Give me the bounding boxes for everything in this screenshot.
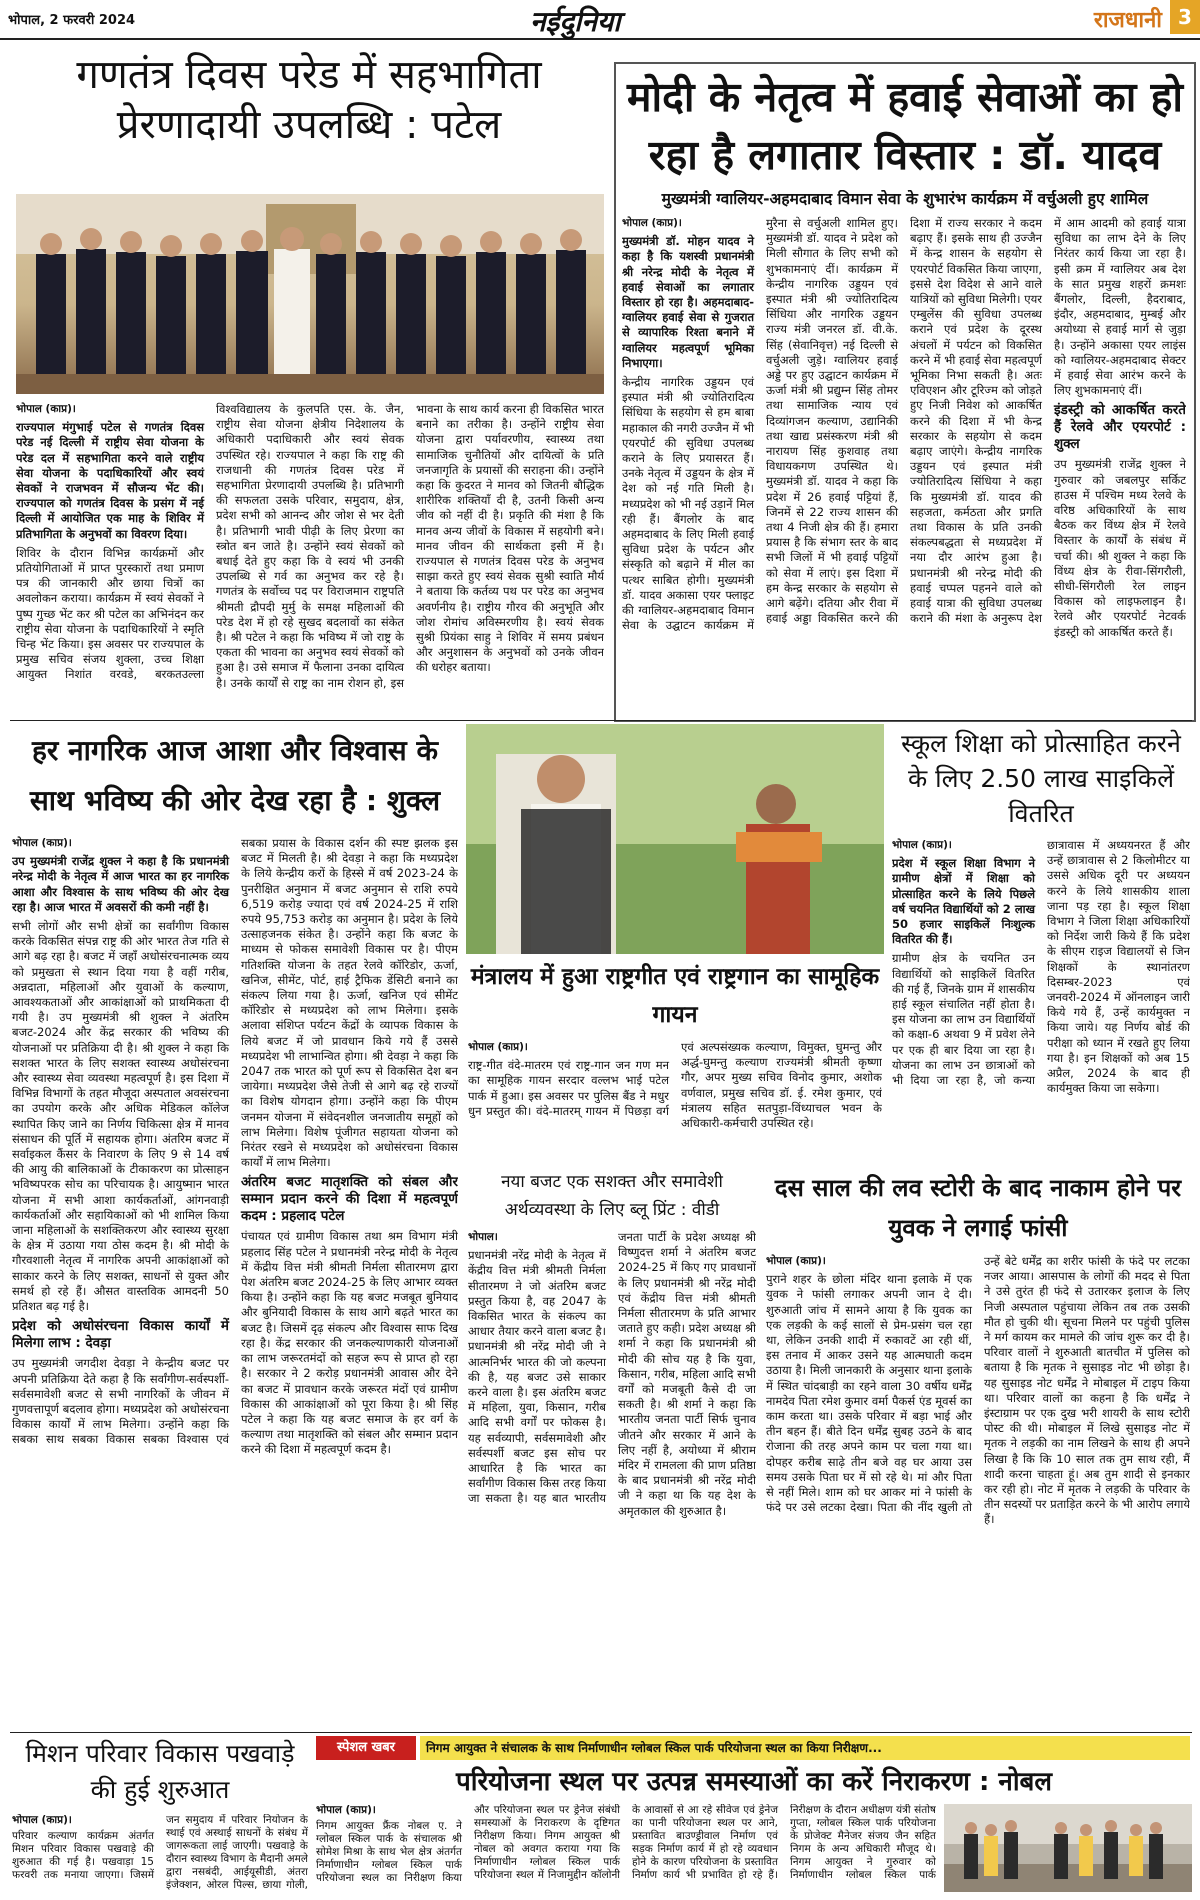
people-illustration bbox=[16, 194, 604, 394]
dateline: भोपाल (काप्र)। bbox=[892, 839, 952, 851]
lead-paragraph: मुख्यमंत्री डॉ. मोहन यादव ने कहा है कि यशस्वी प्रधानमंत्री श्री नरेन्द्र मोदी के नेतृत्व में हवाई सेवाओं का लगातार विस्तार हो रहा है। अहमदाबाद-ग्वालियर हवाई सेवा से गुजरात से व्यापारिक रिश्ता बनाने में ग्वालियर महत्वपूर्ण भूमिका निभाएगा। bbox=[622, 234, 754, 370]
body-text-devda: उप मुख्यमंत्री जगदीश देवड़ा ने केन्द्रीय बजट पर अपनी प्रतिक्रिया देते कहा है कि सर्वांगीण-सर्वस्पर्शी-सर्वसमावेशी बजट से सभी नागरिकों के जीवन में गुणवत्तापूर्ण बदलाव होगा। मध्यप्रदेश को अधोसंरचना विकास कार्यों में लाभ मिलेगा। उन्होंने कहा कि सबका साथ सबका विकास सबका विश्वास एवं सबका प्रयास के विकास दर्शन की स्पष्ट झलक इस बजट में मिलती है। श्री देवड़ा ने कहा कि मध्यप्रदेश के लिये केन्द्रीय करों के हिस्से में वर्ष 2023-24 के पुनरीक्षित अनुमान में बजट अनुमान से राशि रुपये 6,519 करोड़ ज्यादा एवं वर्ष 2024-25 में राशि रुपये 95,753 करोड़ का अनुमान है। प्रदेश के लिये उत्साहजनक संकेत है। उन्होंने कहा कि बजट के माध्यम से फोकस समावेशी विकास पर है। पीएम गतिशक्ति योजना के तहत रेलवे कॉरिडोर, ऊर्जा, खनिज, सीमेंट, पोर्ट, हाई ट्रैफिक डेंसिटी बनाने का संकल्प लिया गया है। ऊर्जा, खनिज एवं सीमेंट कॉरिडोर से मध्यप्रदेश को लाभ मिलेगा। इसके अलावा संशिप्त पर्यटन केंद्रों के व्यापक विकास के लिये बजट में जो प्रावधान किये गये हैं उससे मध्यप्रदेश भी लाभान्वित होगा। श्री देवड़ा ने कहा कि 2047 तक भारत को पूर्ण रूप से विकसित देश बन जायेगा। मध्यप्रदेश जैसे तेजी से आगे बढ़ रहे राज्यों का विशेष योगदान होगा। उन्होंने कहा कि पीएम जनमन योजना में संवेदनशील जनजातीय समूहों को लाभ मिलेगा। विशेष पूंजीगत सहायता योजना को निरंतर रखने से मध्यप्रदेश को अधोसंरचना विकास कार्यों में लाभ मिलेगा। bbox=[12, 836, 458, 1447]
lead-paragraph: उप मुख्यमंत्री राजेंद्र शुक्ल ने कहा है कि प्रधानमंत्री नरेन्द्र मोदी के नेतृत्व में आज भारत का हर नागरिक आशा और विश्वास के साथ भविष्य की ओर देख रहा है। आज भारत में अवसरों की कमी नहीं है। bbox=[12, 854, 229, 914]
masthead bbox=[0, 0, 1200, 40]
dateline: भोपाल (काप्र)। bbox=[622, 217, 682, 229]
site-inspection-photo bbox=[944, 1804, 1192, 1892]
divider bbox=[10, 1732, 1192, 1733]
headline: दस साल की लव स्टोरी के बाद नाकाम होने पर युवक ने लगाई फांसी bbox=[774, 1174, 1182, 1242]
inspection-illustration bbox=[944, 1804, 1192, 1892]
article-governor bbox=[10, 44, 608, 704]
body-text: राष्ट्र-गीत वंदे-मातरम एवं राष्ट्र-गान जन गण मन का सामूहिक गायन सरदार वल्लभ भाई पटेल पार्क में हुआ। इस अवसर पर पुलिस बैंड ने मधुर धुन प्रस्तुत की। वंदे-मातरम् गायन में पिछड़ा वर्ग एवं अल्पसंख्यक कल्याण, विमुक्त, घुमन्तु और अर्द्ध-घुमन्तु कल्याण राज्यमंत्री श्रीमती कृष्णा गौर, अपर मुख्य सचिव विनोद कुमार, अशोक वर्णवाल, प्रमुख सचिव डॉ. ई. रमेश कुमार, एवं मंत्रालय सहित सतपुड़ा-विंध्याचल भवन के अधिकारी-कर्मचारी उपस्थित रहे। bbox=[468, 1040, 882, 1131]
subheadline: मुख्यमंत्री ग्वालियर-अहमदाबाद विमान सेवा के शुभारंभ कार्यक्रम में वर्चुअली हुए शामिल bbox=[661, 190, 1149, 208]
subhead-patel: अंतरिम बजट मातृशक्ति को संबल और सम्मान प्रदान करने की दिशा में महत्वपूर्ण कदम : प्रहलाद पटेल bbox=[241, 1174, 458, 1225]
body-text-patel: पंचायत एवं ग्रामीण विकास तथा श्रम विभाग मंत्री प्रहलाद सिंह पटेल ने प्रधानमंत्री नरेन्द्र मोदी के नेतृत्व में केंद्रीय वित्त मंत्री श्रीमती निर्मला सीतारमण द्वारा पेश अंतरिम बजट 2024-25 के लिए आभार व्यक्त किया है। उन्होंने कहा कि यह बजट मजबूत बुनियाद और बुनियादी विकास के साथ आगे बढ़ते भारत का बजट है। जिसमें दृढ़ संकल्प और विश्वास साफ दिख रहा है। केंद्र सरकार की जनकल्याणकारी योजनाओं का लाभ जरूरतमंदों को सहज रूप से प्राप्त हो रहा है। सरकार ने 2 करोड़ प्रधानमंत्री आवास और देने का बजट में प्रावधान करके जरूरत मंदों एवं ग्रामीण विकास की आकांक्षाओं को पूरा किया है। श्री सिंह पटेल ने कहा कि यह बजट समाज के हर वर्ग के कल्याण तथा मातृशक्ति को संबल और सम्मान प्रदान करने की दिशा में महत्वपूर्ण कदम है। bbox=[241, 1229, 458, 1457]
article-cycles bbox=[890, 724, 1192, 1162]
subhead-railway: इंडस्ट्री को आकर्षित करते हैं रेलवे और एयरपोर्ट : शुक्ल bbox=[1054, 402, 1186, 453]
article-text bbox=[468, 1230, 756, 1726]
article-text bbox=[892, 838, 1190, 1160]
article-text bbox=[316, 1804, 936, 1892]
lead-paragraph: राज्यपाल मंगुभाई पटेल से गणतंत्र दिवस परेड नई दिल्ली में राष्ट्रीय सेवा योजना के परेड दल में सहभागिता करने वाले राष्ट्रीय सेवा योजना के पदाधिकारियों और स्वयं सेवकों ने राजभवन में सौजन्य भेंट की। राज्यपाल को गणतंत्र दिवस के प्रसंग में नई दिल्ली में आयोजित एक माह के शिविर में प्रतिभागिता के अनुभवों का विवरण दिया। bbox=[16, 420, 204, 541]
headline: गणतंत्र दिवस परेड में सहभागिता प्रेरणादायी उपलब्धि : पटेल bbox=[76, 52, 542, 148]
article-text bbox=[468, 1040, 882, 1160]
headline: परियोजना स्थल पर उत्पन्न समस्याओं का करें निराकरण : नोबल bbox=[455, 1767, 1053, 1797]
article-anthem bbox=[466, 956, 884, 1162]
body-text: प्रधानमंत्री नरेंद्र मोदी के नेतृत्व में केंद्रीय वित्त मंत्री श्रीमती निर्मला सीतारमण ने जो अंतरिम बजट प्रस्तुत किया है, वह 2047 के विकसित भारत के संकल्प का आधार तैयार करने वाला बजट है। प्रधानमंत्री श्री नरेंद्र मोदी जी ने आत्मनिर्भर भारत की जो कल्पना की है, यह बजट उसे साकार करने वाला है। इस अंतरिम बजट में महिला, युवा, किसान, गरीब आदि सभी वर्गों पर फोकस है। यह सर्वव्यापी, सर्वसमावेशी और सर्वस्पर्शी बजट इस सोच पर आधारित है कि भारत का सर्वांगीण विकास किस तरह किया जा सकता है। यह बात भारतीय जनता पार्टी के प्रदेश अध्यक्ष श्री विष्णुदत्त शर्मा ने अंतरिम बजट 2024-25 में किए गए प्रावधानों के लिए प्रधानमंत्री श्री नरेंद्र मोदी एवं केंद्रीय वित्त मंत्री श्रीमती निर्मला सीतारमण के प्रति आभार जताते हुए कही। प्रदेश अध्यक्ष श्री शर्मा ने कहा कि प्रधानमंत्री श्री मोदी की सोच यह है कि युवा, किसान, गरीब, महिला आदि सभी वर्गों को मजबूती कैसे दी जा सकती है। श्री शर्मा ने कहा कि भारतीय जनता पार्टी सिर्फ चुनाव जीतने और सरकार में आने के लिए नहीं है, अयोध्या में श्रीराम मंदिर में रामलला की प्राण प्रतिष्ठा के बाद प्रधानमंत्री श्री नरेंद्र मोदी जी ने कहा था कि यह देश के अमृतकाल की शुरुआत है। bbox=[468, 1230, 756, 1518]
issue-date: भोपाल, 2 फरवरी 2024 bbox=[8, 13, 136, 28]
dateline: भोपाल। bbox=[468, 1231, 498, 1243]
article-text bbox=[12, 836, 458, 1724]
headline: नया बजट एक सशक्त और समावेशी अर्थव्यवस्था के लिए ब्लू प्रिंट : वीडी bbox=[501, 1172, 723, 1220]
article-skill-park bbox=[316, 1736, 1192, 1892]
body-text: पुराने शहर के छोला मंदिर थाना इलाके में एक युवक ने फांसी लगाकर अपनी जान दे दी। शुरुआती जांच में सामने आया है कि युवक का एक लड़की के कई सालों से प्रेम-प्रसंग चल रहा था, लेकिन उनकी शादी में रुकावटें आ रही थीं, इस तनाव में आकर उसने यह आत्मघाती कदम उठाया है। मिली जानकारी के अनुसार थाना इलाके में स्थित चांदबाड़ी का रहने वाला 30 वर्षीय धर्मेंद्र नामदेव पिता रमेश कुमार वर्मा पैकर्स एंड मूवर्स का काम करता था। उसके परिवार में बड़ा भाई और तीन बहन हैं। बीते दिन धर्मेंद्र सुबह उठने के बाद रोजाना की तरह अपने काम पर चला गया था। दोपहर करीब साढ़े तीन बजे वह घर आया उस समय उसके पिता घर में सो रहे थे। मां और पिता से नहीं मिले। शाम को घर आकर मां ने फांसी के फंदे पर उसे लटका देखा। पिता की नींद खुली तो उन्हें बेटे धर्मेंद्र का शरीर फांसी के फंदे पर लटका नजर आया। आसपास के लोगों की मदद से पिता ने उसे तुरंत ही फंदे से उतारकर इलाज के लिए निजी अस्पताल पहुंचाया लेकिन तब तक उसकी मौत हो चुकी थी। सूचना मिलने पर पहुंची पुलिस ने मर्ग कायम कर मामले की जांच शुरू कर दी है। परिवार वालों ने शुरुआती बातचीत में पुलिस को बताया है कि मृतक ने सुसाइड नोट भी छोड़ा है। यह सुसाइड नोट धर्मेंद्र ने मोबाइल में टाइप किया था। परिवार वालों का कहना है कि धर्मेंद्र ने इंस्टाग्राम पर एक दुख भरी शायरी के साथ स्टोरी पोस्ट की थी। मोबाइल में लिखे सुसाइड नोट में मृतक ने लड़की का नाम लिखने के साथ ही अपने लिखा है कि कि 10 साल तक तुम साथ रही, मैं शादी करना चाहता हूं। अब तुम शादी से इनकार कर रही हो। नोट में मृतक ने लड़की के परिवार के तीन सदस्यों पर प्रताड़ित करने के भी आरोप लगाये हैं। bbox=[766, 1254, 1190, 1527]
article-text bbox=[622, 216, 1186, 712]
dateline: भोपाल (काप्र)। bbox=[16, 403, 76, 415]
ministry-photo bbox=[466, 724, 884, 954]
headline: स्कूल शिक्षा को प्रोत्साहित करने के लिए 2.50 लाख साइकिलें वितरित bbox=[901, 729, 1181, 828]
subhead-devda: प्रदेश को अधोसंरचना विकास कार्यों में मिलेगा लाभ : देवड़ा bbox=[12, 1318, 229, 1352]
article-cm-aviation bbox=[614, 62, 1196, 722]
dateline: भोपाल (काप्र)। bbox=[12, 837, 72, 849]
newspaper-logo: नईदुनिया bbox=[530, 5, 621, 38]
special-news-tag: स्पेशल खबर bbox=[316, 1736, 416, 1760]
body-text: सभी लोगों और सभी क्षेत्रों का सर्वांगीण विकास करके विकसित संपन्न राष्ट्र की ओर भारत तेज गति से आगे बढ़ रहा है। बजट में जहाँ अधोसंरचनात्मक व्यय को प्रमुखता से स्थान दिया गया है वहीं गरीब, अन्नदाता, महिलाओं और युवाओं के कल्याण, आवश्यकताओं और आकांक्षाओं को प्राथमिकता दी गयी है। उप मुख्यमंत्री श्री शुक्ल ने अंतरिम बजट-2024 और केंद्र सरकार की भविष्य की योजनाओं पर प्रतिक्रिया दी है। श्री शुक्ल ने कहा कि सशक्त भारत के लिए सशक्त स्वास्थ्य अधोसंरचना और स्वास्थ्य सेवा व्यवस्था महत्वपूर्ण है। इस दिशा में विभिन्न विभागों के तहत मौजूदा अस्पताल अवसंरचना का उपयोग करके और अधिक मेडिकल कॉलेज स्थापित किए जाने का निर्णय चिकित्सा क्षेत्र में मानव संसाधन की पूर्ति में सहायक होगा। अंतरिम बजट में सर्वाइकल कैंसर के निवारण के लिए 9 से 14 वर्ष की आयु की बालिकाओं के टीकाकरण का प्रोत्साहन भविष्यपरक सोच का परिचायक है। आयुष्मान भारत योजना में सभी आशा कार्यकर्ताओं, आंगनवाड़ी कार्यकर्ताओं और सहायिकाओं को भी शामिल किया जाना महिलाओं के सशक्तिकरण और स्वास्थ्य सुरक्षा के क्षेत्र में उठाया गया ठोस कदम है। श्री मोदी के गौरवशाली नेतृत्व में नागरिक अपनी आकांक्षाओं को साकार करने के लिए सशक्त, साधनों से युक्त और समर्थ हो रहे हैं। औसत वास्तविक आमदनी 50 प्रतिशत बढ़ गई है। bbox=[12, 919, 229, 1314]
dateline: भोपाल (काप्र)। bbox=[468, 1041, 528, 1053]
dateline: भोपाल (काप्र)। bbox=[12, 1814, 72, 1826]
headline: मोदी के नेतृत्व में हवाई सेवाओं का हो रहा है लगातार विस्तार : डॉ. यादव bbox=[626, 73, 1184, 179]
divider bbox=[10, 720, 1192, 721]
headline: मिशन परिवार विकास पखवाड़े की हुई शुरुआत bbox=[25, 1739, 295, 1804]
anthem-illustration bbox=[466, 724, 884, 954]
headline: मंत्रालय में हुआ राष्ट्रगीत एवं राष्ट्रगान का सामूहिक गायन bbox=[470, 964, 880, 1028]
article-text bbox=[12, 1814, 308, 1892]
dateline: भोपाल (काप्र)। bbox=[316, 1804, 376, 1816]
article-love-story bbox=[764, 1166, 1192, 1728]
article-budget-shukla bbox=[10, 724, 460, 1728]
section-name: राजधानी bbox=[1093, 8, 1162, 33]
body-text: परिवार कल्याण कार्यक्रम अंतर्गत मिशन परिवार विकास पखवाड़े की शुरुआत की गई है। पखवाड़ा 15 फरवरी तक मनाया जाएगा। जिसमें जन समुदाय में परिवार नियोजन के स्थाई एवं अस्थाई साधनों के संबंध में जागरूकता लाई जाएगी। पखवाड़े के दौरान स्वास्थ्य विभाग के मैदानी अमले द्वारा नसबंदी, आईयूसीडी, अंतरा इंजेक्शन, ओरल पिल्स, छाया गोली, bbox=[12, 1814, 308, 1891]
article-family-planning bbox=[10, 1736, 310, 1892]
lead-paragraph: प्रदेश में स्कूल शिक्षा विभाग ने ग्रामीण क्षेत्रों में शिक्षा को प्रोत्साहित करने के लिये पिछले वर्ष चयनित विद्यार्थियों को 2 लाख 50 हजार साइकिलें निःशुल्क वितरित की हैं। bbox=[892, 856, 1035, 947]
body-text: निगम आयुक्त फ्रैंक नोबल ए. ने ग्लोबल स्किल पार्क के संचालक श्री सोमेश मिश्रा के साथ भेल क्षेत्र अंतर्गत निर्माणाधीन ग्लोबल स्किल पार्क परियोजना स्थल का निरीक्षण किया और परियोजना स्थल पर ड्रेनेज संबंधी समस्याओं के निराकरण के दृष्टिगत निरीक्षण किया। निगम आयुक्त श्री नोबल को अवगत कराया गया कि निर्माणाधीन ग्लोबल स्किल पार्क परियोजना स्थल में निजामुद्दीन कॉलोनी के आवासों से आ रहे सीवेज एवं ड्रेनेज का पानी परियोजना स्थल पर आने, प्रस्तावित बाउण्ड्रीवाल निर्माण एवं सड़क निर्माण कार्य में हो रहे व्यवधान होने के कारण परियोजना के प्रस्तावित निर्माण कार्य भी प्रभावित हो रहे हैं। निरीक्षण के दौरान अधीक्षण यंत्री संतोष गुप्ता, ग्लोबल स्किल पार्क परियोजना के प्रोजेक्ट मैनेजर संजय जैन सहित निगम के अन्य अधिकारी मौजूद थे। निगम आयुक्त ने गुरुवार को निर्माणाधीन ग्लोबल स्किल पार्क bbox=[316, 1804, 936, 1884]
body-text: केन्द्रीय नागरिक उड्डयन एवं इस्पात मंत्री श्री ज्योतिरादित्य सिंधिया के सहयोग से हम बाबा महाकाल की नगरी उज्जैन में भी एयरपोर्ट की सुविधा उपलब्ध कराने के लिए प्रयासरत हैं। उनके नेतृत्व में उड्डयन के क्षेत्र में देश को नई गति मिली है। मध्यप्रदेश को भी नई उड़ानें मिल रही हैं। बैंगलोर के बाद अहमदाबाद के लिए मिली हवाई सुविधा प्रदेश के पर्यटन और संस्कृति को बढ़ाने में मील का पत्थर साबित होगी। मुख्यमंत्री डॉ. यादव अकासा एयर फ्लाइट की ग्वालियर-अहमदाबाद विमान सेवा के उद्घाटन कार्यक्रम में मुरैना से वर्चुअली शामिल हुए। मुख्यमंत्री डॉ. यादव ने प्रदेश को मिली सौगात के लिए सभी को शुभकामनाएं दीं। कार्यक्रम में केन्द्रीय नागरिक उड्डयन एवं इस्पात मंत्री श्री ज्योतिरादित्य सिंधिया और नागरिक उड्डयन राज्य मंत्री जनरल डॉ. वी.के. सिंह (सेवानिवृत्त) नई दिल्ली से वर्चुअली जुड़े। ग्वालियर हवाई अड्डे पर हुए उद्घाटन कार्यक्रम में ऊर्जा मंत्री श्री प्रद्युम्न सिंह तोमर तथा सामाजिक न्याय एवं दिव्यांगजन कल्याण, उद्यानिकी तथा खाद्य प्रसंस्करण मंत्री श्री नारायण सिंह कुशवाह तथा विधायकगण उपस्थित थे। मुख्यमंत्री डॉ. यादव ने कहा कि प्रदेश में 26 हवाई पट्टियां हैं, जिनमें से 22 राज्य शासन की तथा 4 निजी क्षेत्र की हैं। हमारा प्रयास है कि संभाग स्तर के बाद सभी जिलों में भी हवाई पट्टियों को सेवा में लाएं। इस दिशा में हम केन्द्र सरकार के सहयोग से आगे बढ़ेंगे। दतिया और रीवा में हवाई अड्डा विकसित करने की दिशा में राज्य सरकार ने कदम बढ़ाए हैं। इसके साथ ही उज्जैन में केन्द्र शासन के सहयोग से एयरपोर्ट विकसित किया जाएगा, इससे देश विदेश से आने वाले यात्रियों को सुविधा मिलेगी। एयर एम्बुलेंस की सुविधा उपलब्ध कराने एवं प्रदेश के दूरस्थ अंचलों में पर्यटन को विकसित करने में भी हवाई सेवा महत्वपूर्ण भूमिका निभा सकती है। अतः एविएशन और टूरिज्म को जोड़ते हुए निजी निवेश को आकर्षित करने की दिशा में भी केन्द्र सरकार के सहयोग से कदम बढ़ाए जाएंगे। केन्द्रीय नागरिक उड्डयन एवं इस्पात मंत्री ज्योतिरादित्य सिंधिया ने कहा कि मुख्यमंत्री डॉ. यादव की सहजता, कर्मठता और प्रगति तथा विकास के प्रति उनकी संकल्पबद्धता से मध्यप्रदेश में नया दौर आरंभ हुआ है। प्रधानमंत्री श्री नरेन्द्र मोदी की हवाई चप्पल पहनने वाले को हवाई यात्रा की सुविधा उपलब्ध कराने की मंशा के अनुरूप देश में आम आदमी को हवाई यात्रा सुविधा का लाभ देने के लिए निरंतर कार्य किया जा रहा है। इसी क्रम में ग्वालियर अब देश के सात प्रमुख शहरों क्रमशः बैंगलोर, दिल्ली, हैदराबाद, इंदौर, अहमदाबाद, मुम्बई और अयोध्या से हवाई मार्ग से जुड़ा है। उन्होंने अकासा एयर लाइंस को ग्वालियर-अहमदाबाद सेक्टर में हवाई सेवा आरंभ करने के लिए शुभकामनाएं दीं। bbox=[622, 216, 1186, 633]
article-text bbox=[16, 402, 604, 702]
headline: हर नागरिक आज आशा और विश्वास के साथ भविष्य की ओर देख रहा है : शुक्ल bbox=[29, 734, 441, 817]
article-vd-budget bbox=[466, 1166, 758, 1728]
page-number: 3 bbox=[1170, 0, 1200, 34]
kicker-line: निगम आयुक्त ने संचालक के साथ निर्माणाधीन ग्लोबल स्किल पार्क परियोजना स्थल का किया निरीक्षण... bbox=[420, 1736, 1190, 1760]
article-text bbox=[766, 1254, 1190, 1726]
body-text-railway: उप मुख्यमंत्री राजेंद्र शुक्ल ने गुरुवार को जबलपुर सर्किट हाउस में पश्चिम मध्य रेलवे के वरिष्ठ अधिकारियों के साथ बैठक कर विंध्य क्षेत्र में रेलवे विस्तार के कार्यों के संबंध में चर्चा की। श्री शुक्ल ने कहा कि विंध्य क्षेत्र के रीवा-सिंगरौली, सीधी-सिंगरौली रेल लाइन विकास को लाइफलाइन है। रेलवे और एयरपोर्ट नेटवर्क इंडस्ट्री को आकर्षित करते हैं। bbox=[1054, 457, 1186, 639]
group-photo bbox=[16, 194, 604, 394]
dateline: भोपाल (काप्र)। bbox=[766, 1255, 826, 1267]
body-text: शिविर के दौरान विभिन्न कार्यक्रमों और प्रतियोगिताओं में प्राप्त पुरस्कारों तथा प्रमाण पत्र की जानकारी और छाया चित्रों का अवलोकन कराया। कार्यक्रम में स्वयं सेवकों ने पुष्प गुच्छ भेंट कर श्री पटेल का अभिनंदन कर राष्ट्रीय सेवा योजना के पदाधिकारियों ने स्मृति चिन्ह भेंट किया। इस अवसर पर राज्यपाल के प्रमुख सचिव संजय शुक्ला, उच्च शिक्षा आयुक्त निशांत वरवडे, बरकतउल्ला विश्वविद्यालय के कुलपति एस. के. जैन, राष्ट्रीय सेवा योजना क्षेत्रीय निदेशालय के अधिकारी पदाधिकारी और स्वयं सेवक उपस्थित रहे। राज्यपाल ने कहा कि राष्ट्र की राजधानी की गणतंत्र दिवस परेड में सहभागिता प्रेरणादायी उपलब्धि है। प्रतिभागी की सफलता उसके परिवार, समुदाय, क्षेत्र, प्रदेश सभी को आनन्द और जोश से भर देती है। प्रतिभागी भावी पीढ़ी के लिए प्रेरणा का स्त्रोत बन जाते है। उन्होंने स्वयं सेवकों को बधाई देते हुए कहा कि वे स्वयं भी उनकी उपलब्धि से गर्व का अनुभव कर रहे है। गणतंत्र के सर्वोच्च पद पर विराजमान राष्ट्रपति श्रीमती द्रौपदी मुर्मु के समक्ष महिलाओं की परेड देश में हो रहे सुखद बदलावों का संकेत है। श्री पटेल ने कहा कि भविष्य में जो राष्ट्र के एकता की भावना का अनुभव स्वयं सेवकों को हुआ है। उसे समाज में फैलाना उनका दायित्व है। उनके कार्यों से राष्ट्र का नाम रोशन हो, इस भावना के साथ कार्य करना ही विकसित भारत बनाने का तरीका है। उन्होंने राष्ट्रीय सेवा योजना द्वारा पर्यावरणीय, स्वास्थ्य तथा सामाजिक चुनौतियों और दायित्वों के प्रति जनजागृति के प्रयासों की सराहना की। उन्होंने कहा कि कुदरत ने मानव को जितनी बौद्धिक शारीरिक शक्तियाँ दी है, उतनी किसी अन्य जीव को नहीं दी है। प्रकृति की मंशा है कि मानव अन्य जीवों के विकास में सहयोगी बने। मानव जीवन की सार्थकता इसी में है। राज्यपाल से गणतंत्र दिवस परेड के अनुभव साझा करते हुए स्वयं सेवक सुश्री स्वाति मौर्य ने बताया कि कर्तव्य पथ पर परेड का अनुभव अवर्णनीय है। राष्ट्रीय गौरव की अनुभूति और जोश रोमांच अविस्मरणीय है। स्वयं सेवक सुश्री प्रियंका साहु ने शिविर में समय प्रबंधन और अनुशासन के अनुभवों को उनके जीवन की धरोहर बताया। bbox=[16, 402, 604, 690]
body-text: ग्रामीण क्षेत्र के चयनित उन विद्यार्थियों को साइकिलें वितरित की गई हैं, जिनके ग्राम में शासकीय हाई स्कूल संचालित नहीं होता है। इस योजना का लाभ उन विद्यार्थियों को कक्षा-6 अथवा 9 में प्रवेश लेने पर एक ही बार दिया जा रहा है। योजना का लाभ उन छात्राओं को भी दिया जा रहा है, जो कन्या छात्रावास में अध्ययनरत हैं और उन्हें छात्रावास से 2 किलोमीटर या उससे अधिक दूरी पर अध्ययन करने के लिये शासकीय शाला जाना पड़ रहा है। स्कूल शिक्षा विभाग ने जिला शिक्षा अधिकारियों को निर्देश जारी किये हैं कि प्रदेश के सीएम राइज विद्यालयों से जिन शिक्षकों के स्थानांतरण दिसम्बर-2023 एवं जनवरी-2024 में ऑनलाइन जारी किये गये हैं, उन्हें कार्यमुक्त न किया जाये। यह निर्णय बोर्ड की परीक्षा को ध्यान में रखते हुए लिया गया है। इन शिक्षकों को अब 15 अप्रैल, 2024 के बाद ही कार्यमुक्त किया जा सकेगा। bbox=[892, 838, 1190, 1096]
